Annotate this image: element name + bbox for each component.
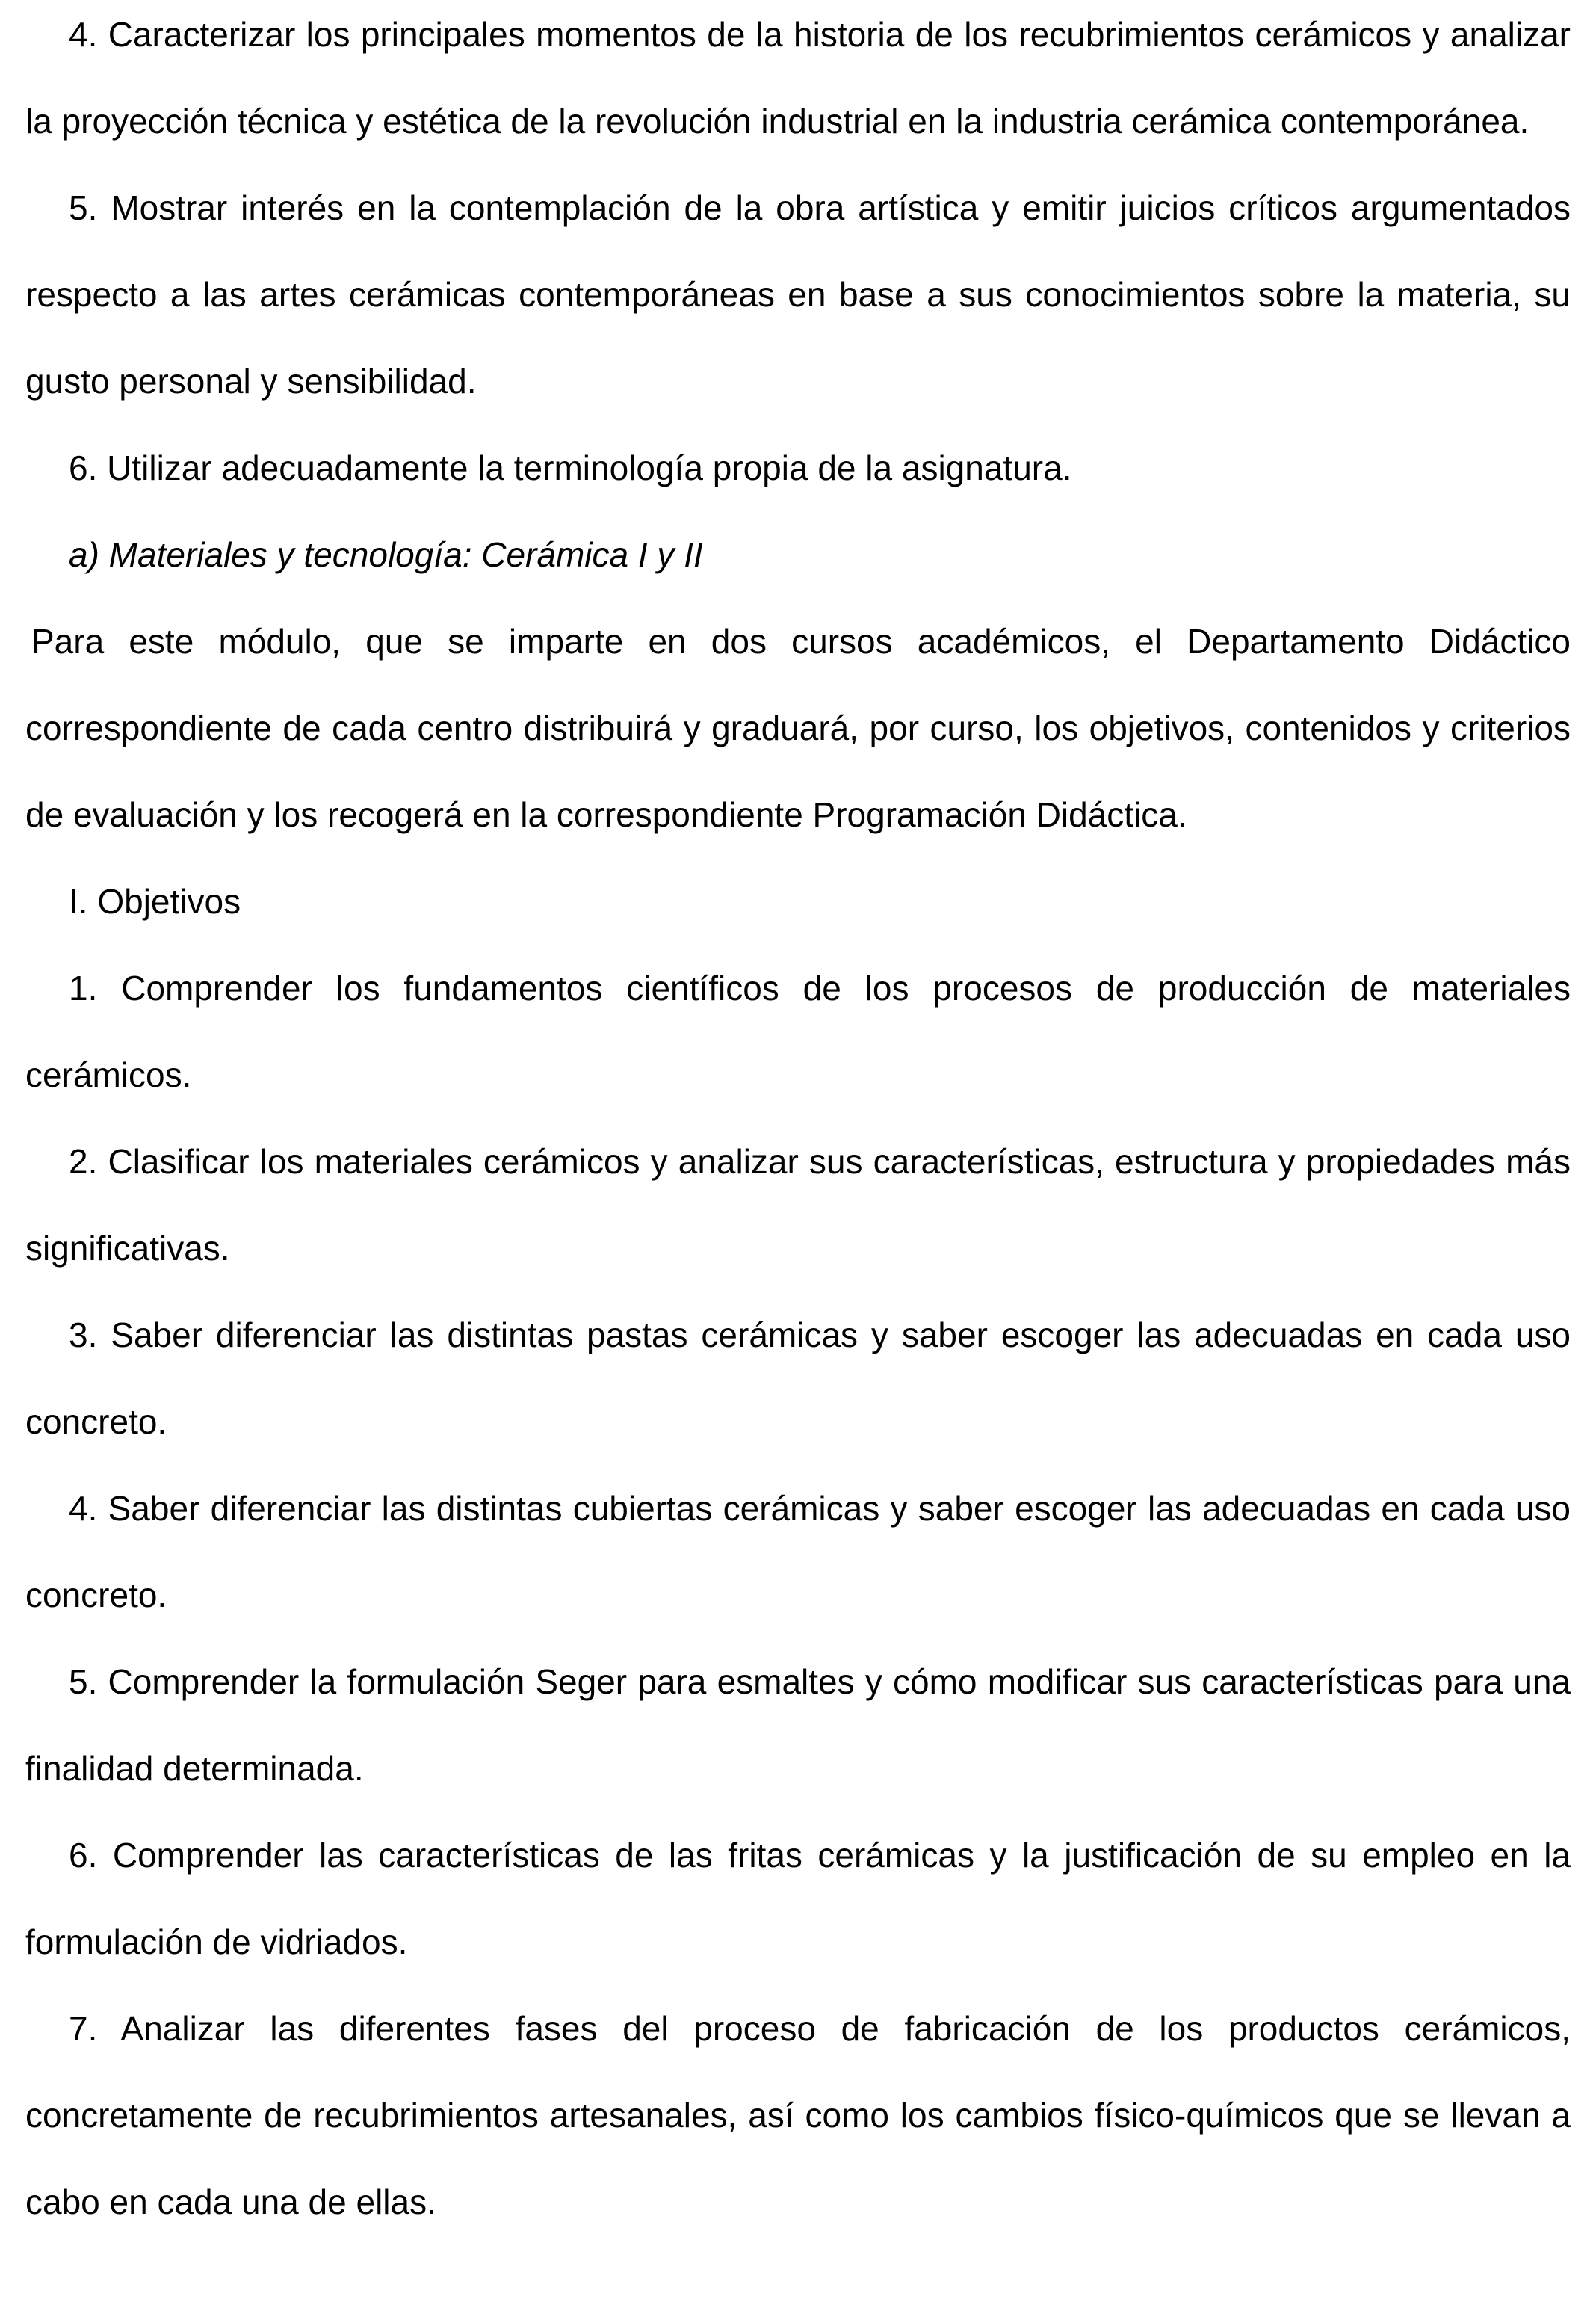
objective-item-2: 2. Clasificar los materiales cerámicos y analizar sus características, estructura y propiedades más significativas.: [25, 1142, 1571, 1268]
module-intro-paragraph: Para este módulo, que se imparte en dos cursos académicos, el Departamento Didáctico correspondiente de cada centro distribuirá y graduará, por curso, los objetivos, contenidos y criterios de evaluación y los recogerá en la correspondiente Programación Didáctica.: [25, 622, 1571, 834]
module-subheading: a) Materiales y tecnología: Cerámica I y II: [69, 535, 703, 574]
objective-item-5: 5. Comprender la formulación Seger para esmaltes y cómo modificar sus características para una finalidad determinada.: [25, 1662, 1571, 1788]
objective-item-6: 6. Comprender las características de las fritas cerámicas y la justificación de su empleo en la formulación de vidriados.: [25, 1836, 1571, 1961]
objective-item-3: 3. Saber diferenciar las distintas pastas cerámicas y saber escoger las adecuadas en cada uso concreto.: [25, 1315, 1571, 1441]
objective-item-7: 7. Analizar las diferentes fases del proceso de fabricación de los productos cerámicos, concretamente de recubrimientos artesanales, así como los cambios físico-químicos que se llevan a cabo en cada una de ellas.: [25, 2009, 1571, 2221]
objective-item-4-history: 4. Caracterizar los principales momentos de la historia de los recubrimientos cerámicos y analizar la proyección técnica y estética de la revolución industrial en la industria cerámica contemporánea.: [25, 15, 1571, 141]
objective-item-5-artistic-judgement: 5. Mostrar interés en la contemplación de la obra artística y emitir juicios críticos argumentados respecto a las artes cerámicas contemporáneas en base a sus conocimientos sobre la materia, su gusto personal y sensibilidad.: [25, 188, 1571, 401]
objective-item-4: 4. Saber diferenciar las distintas cubiertas cerámicas y saber escoger las adecuadas en cada uso concreto.: [25, 1489, 1571, 1614]
objectives-section-title: I. Objetivos: [69, 882, 241, 921]
objective-item-6-terminology: 6. Utilizar adecuadamente la terminología propia de la asignatura.: [69, 448, 1072, 487]
objective-item-1: 1. Comprender los fundamentos científicos de los procesos de producción de materiales cerámicos.: [25, 969, 1571, 1094]
